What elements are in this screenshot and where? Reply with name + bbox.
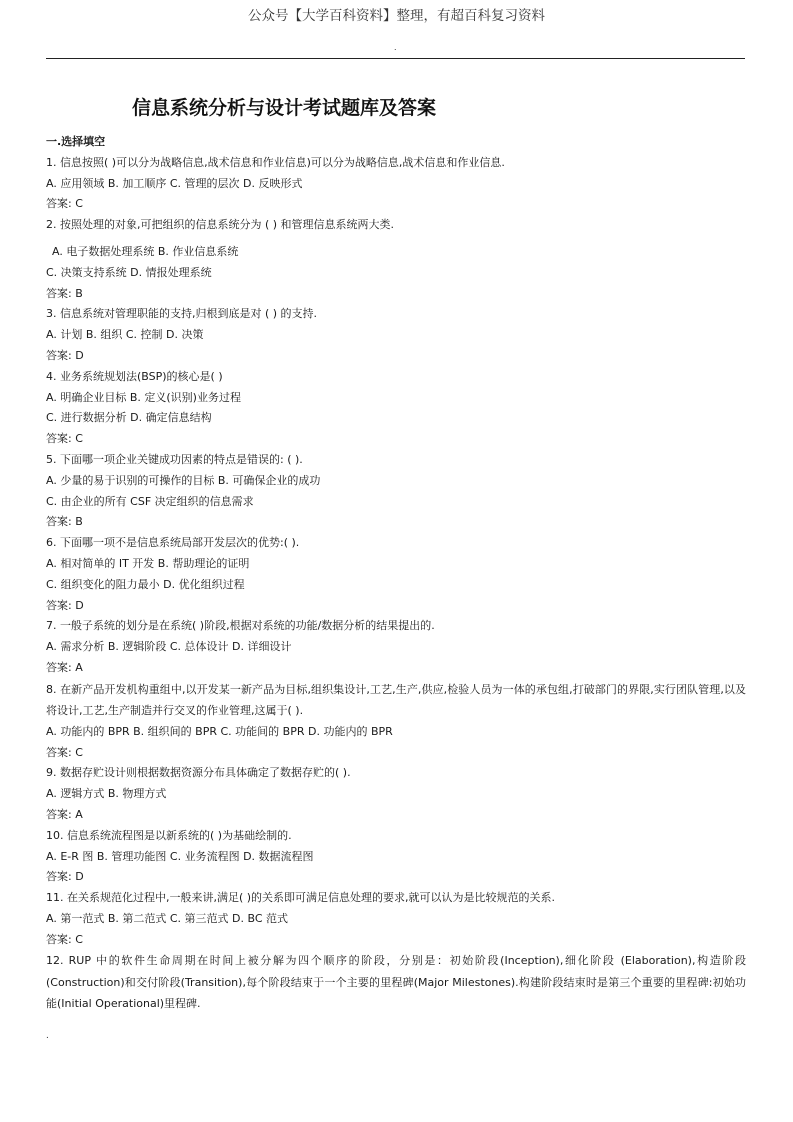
question-options: A. 少量的易于识别的可操作的目标 B. 可确保企业的成功 [46,473,321,487]
question-text: 6. 下面哪一项不是信息系统局部开发层次的优势:( ). [46,536,300,550]
question-answer: 答案: C [46,432,83,446]
question-answer: 答案: A [46,660,83,674]
question-text: 11. 在关系规范化过程中,一般来讲,满足( )的关系即可满足信息处理的要求,就可以认为是比较规范的关系. [46,891,556,905]
question-text: 8. 在新产品开发机构重组中,以开发某一新产品为目标,组织集设计,工艺,生产,供应,检验人员为一体的承包组,打破部门的界限,实行团队管理,以及将设计,工艺,生产制造并行交叉的作业管理,这属于( ). [46,682,746,718]
question-options: C. 由企业的所有 CSF 决定组织的信息需求 [46,494,254,508]
question-options: A. 第一范式 B. 第二范式 C. 第三范式 D. BC 范式 [46,911,289,925]
question-text: 3. 信息系统对管理职能的支持,归根到底是对 ( ) 的支持. [46,307,318,321]
question-answer: 答案: A [46,807,83,821]
question-list [46,132,746,1015]
footer-dot: . [46,1030,49,1041]
question-answer: 答案: D [46,598,84,612]
question-options: A. 相对简单的 IT 开发 B. 帮助理论的证明 [46,556,250,570]
document-title: 信息系统分析与设计考试题库及答案 [132,97,437,119]
question-text: 9. 数据存贮设计则根据数据资源分布具体确定了数据存贮的( ). [46,766,351,780]
question-answer: 答案: B [46,286,83,300]
question-text: 12. RUP 中的软件生命周期在时间上被分解为四个顺序的阶段，分别是：初始阶段(Inception),细化阶段 (Elaboration),构造阶段(Construction)和交付阶段(Transition),每个阶段结束于一个主要的里程碑(Major Milestones).构建阶段结束时是第三个重要的里程碑:初始功能(Initial Operational)里程碑. [46,954,746,1011]
question-options: A. 计划 B. 组织 C. 控制 D. 决策 [46,328,204,342]
question-text: 1. 信息按照( )可以分为战略信息,战术信息和作业信息)可以分为战略信息,战术信息和作业信息. [46,155,505,169]
header-dot: . [394,42,397,52]
question-answer: 答案: D [46,870,84,884]
question-options: A. 逻辑方式 B. 物理方式 [46,787,167,801]
question-text: 2. 按照处理的对象,可把组织的信息系统分为 ( ) 和管理信息系统两大类. [46,218,395,232]
question-options: A. 需求分析 B. 逻辑阶段 C. 总体设计 D. 详细设计 [46,640,292,654]
question-text: 4. 业务系统规划法(BSP)的核心是( ) [46,369,223,383]
question-options: A. 功能内的 BPR B. 组织间的 BPR C. 功能间的 BPR D. 功能内的 BPR [46,724,393,738]
question-options: C. 决策支持系统 D. 情报处理系统 [46,265,212,279]
question-answer: 答案: C [46,932,83,946]
question-text: 5. 下面哪一项企业关键成功因素的特点是错误的: ( ). [46,452,303,466]
question-options: A. 电子数据处理系统 B. 作业信息系统 [52,244,239,258]
question-answer: 答案: C [46,197,83,211]
question-text: 10. 信息系统流程图是以新系统的( )为基础绘制的. [46,828,292,842]
question-options: A. 应用领域 B. 加工顺序 C. 管理的层次 D. 反映形式 [46,176,303,190]
question-answer: 答案: C [46,745,83,759]
section-heading: 一.选择填空 [46,135,106,148]
question-options: C. 进行数据分析 D. 确定信息结构 [46,411,212,425]
question-text: 7. 一般子系统的划分是在系统( )阶段,根据对系统的功能/数据分析的结果提出的. [46,619,435,633]
question-options: A. 明确企业目标 B. 定义(识别)业务过程 [46,390,241,404]
question-answer: 答案: D [46,348,84,362]
page-header: 公众号【大学百科资料】整理，有超百科复习资料 [248,8,545,24]
question-options: C. 组织变化的阻力最小 D. 优化组织过程 [46,577,245,591]
question-answer: 答案: B [46,515,83,529]
header-rule [46,58,745,59]
question-options: A. E-R 图 B. 管理功能图 C. 业务流程图 D. 数据流程图 [46,849,314,863]
